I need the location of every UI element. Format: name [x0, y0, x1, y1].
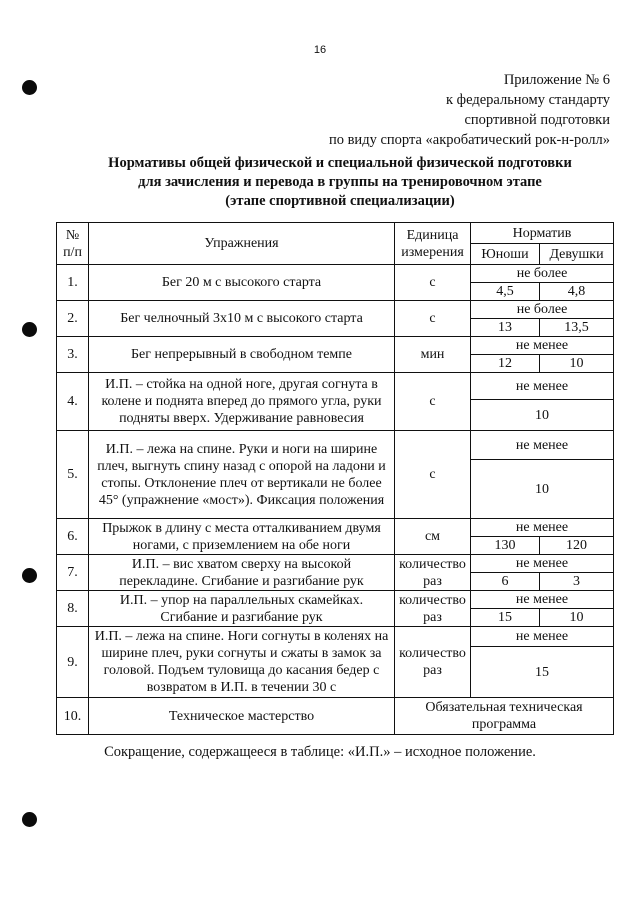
- row-common-value: 15: [471, 647, 614, 698]
- row-unit: мин: [395, 337, 471, 373]
- row-num: 6.: [57, 519, 89, 555]
- page-number: 16: [313, 44, 327, 56]
- row-num: 5.: [57, 431, 89, 519]
- row-boys-value: 15: [471, 609, 540, 627]
- row-unit: количество раз: [395, 591, 471, 627]
- header-num: № п/п: [57, 223, 89, 265]
- table-row: [57, 555, 614, 573]
- row-exercise: И.П. – вис хватом сверху на высокой перекладине. Сгибание и разгибание рук: [89, 555, 395, 591]
- row-num: 8.: [57, 591, 89, 627]
- row-unit: с: [395, 431, 471, 519]
- row-girls-value: 3: [540, 573, 614, 591]
- title-line-2: для зачисления и перевода в группы на тренировочном этапе: [138, 174, 542, 190]
- row-norm-text: Обязательная техническая программа: [395, 698, 614, 735]
- table-row: [57, 337, 614, 355]
- row-common-value: 10: [471, 400, 614, 431]
- row-unit: с: [395, 373, 471, 431]
- table-row: [57, 627, 614, 647]
- row-exercise: Техническое мастерство: [89, 698, 395, 735]
- header-exercise: Упражнения: [89, 223, 395, 265]
- row-num: 7.: [57, 555, 89, 591]
- header-girls: Девушки: [540, 244, 614, 265]
- row-exercise: Прыжок в длину с места отталкиванием двумя ногами, с приземлением на обе ноги: [89, 519, 395, 555]
- row-unit: см: [395, 519, 471, 555]
- row-exercise: И.П. – упор на параллельных скамейках. Сгибание и разгибание рук: [89, 591, 395, 627]
- row-unit: с: [395, 265, 471, 301]
- appendix-line-4: по виду спорта «акробатический рок-н-ролл»: [328, 132, 610, 148]
- row-boys-value: 130: [471, 537, 540, 555]
- row-girls-value: 4,8: [540, 283, 614, 301]
- row-girls-value: 13,5: [540, 319, 614, 337]
- table-row: [57, 373, 614, 400]
- row-boys-value: 12: [471, 355, 540, 373]
- row-num: 4.: [57, 373, 89, 431]
- row-boys-value: 6: [471, 573, 540, 591]
- row-exercise: И.П. – стойка на одной ноге, другая согнута в колене и поднята вперед до прямого угла, руки подняты вверх. Удерживание равновесия: [89, 373, 395, 431]
- row-unit: с: [395, 301, 471, 337]
- norms-table: [56, 222, 614, 735]
- table-row: [57, 301, 614, 319]
- row-unit: количество раз: [395, 627, 471, 698]
- row-num: 1.: [57, 265, 89, 301]
- row-common-value: 10: [471, 460, 614, 519]
- row-girls-value: 10: [540, 355, 614, 373]
- appendix-line-2: к федеральному стандарту: [446, 92, 610, 108]
- table-row: [57, 519, 614, 537]
- row-exercise: И.П. – лежа на спине. Руки и ноги на ширине плеч, выгнуть спину назад с опорой на ладони и стопы. Отклонение плеч от вертикали не более 45° (упражнение «мост»). Фиксация положения: [89, 431, 395, 519]
- row-boys-value: 4,5: [471, 283, 540, 301]
- row-exercise: Бег непрерывный в свободном темпе: [89, 337, 395, 373]
- row-boys-value: 13: [471, 319, 540, 337]
- row-qualifier: не менее: [471, 519, 614, 537]
- row-qualifier: не более: [471, 301, 614, 319]
- punch-hole-top: [22, 80, 37, 95]
- row-num: 10.: [57, 698, 89, 735]
- punch-hole-upper-middle: [22, 322, 37, 337]
- header-unit: Единица измерения: [395, 223, 471, 265]
- row-qualifier: не менее: [471, 591, 614, 609]
- appendix-line-1: Приложение № 6: [503, 72, 610, 88]
- row-num: 3.: [57, 337, 89, 373]
- row-qualifier: не менее: [471, 555, 614, 573]
- punch-hole-lower-middle: [22, 568, 37, 583]
- table-row: [57, 591, 614, 609]
- row-exercise: Бег челночный 3х10 м с высокого старта: [89, 301, 395, 337]
- row-qualifier: не более: [471, 265, 614, 283]
- table-row: [57, 265, 614, 283]
- document-title: [40, 154, 640, 211]
- title-line-1: Нормативы общей физической и специальной физической подготовки: [108, 155, 572, 171]
- row-qualifier: не менее: [471, 373, 614, 400]
- row-num: 2.: [57, 301, 89, 337]
- table-header-row: [57, 223, 614, 244]
- title-line-3: (этапе спортивной специализации): [225, 193, 455, 209]
- appendix-header: [329, 70, 610, 150]
- row-exercise: Бег 20 м с высокого старта: [89, 265, 395, 301]
- row-unit: количество раз: [395, 555, 471, 591]
- row-exercise: И.П. – лежа на спине. Ноги согнуты в коленях на ширине плеч, руки согнуты и сжаты в замок за головой. Подъем туловища до касания бедер с возвратом в И.П. в течении 30 с: [89, 627, 395, 698]
- row-qualifier: не менее: [471, 627, 614, 647]
- row-num: 9.: [57, 627, 89, 698]
- punch-hole-bottom: [22, 812, 37, 827]
- table-row: [57, 431, 614, 460]
- row-girls-value: 120: [540, 537, 614, 555]
- row-qualifier: не менее: [471, 337, 614, 355]
- table-row: [57, 698, 614, 735]
- appendix-line-3: спортивной подготовки: [464, 112, 610, 128]
- row-qualifier: не менее: [471, 431, 614, 460]
- row-girls-value: 10: [540, 609, 614, 627]
- footnote: Сокращение, содержащееся в таблице: «И.П.» – исходное положение.: [104, 744, 536, 760]
- header-norm: Норматив: [471, 223, 614, 244]
- header-boys: Юноши: [471, 244, 540, 265]
